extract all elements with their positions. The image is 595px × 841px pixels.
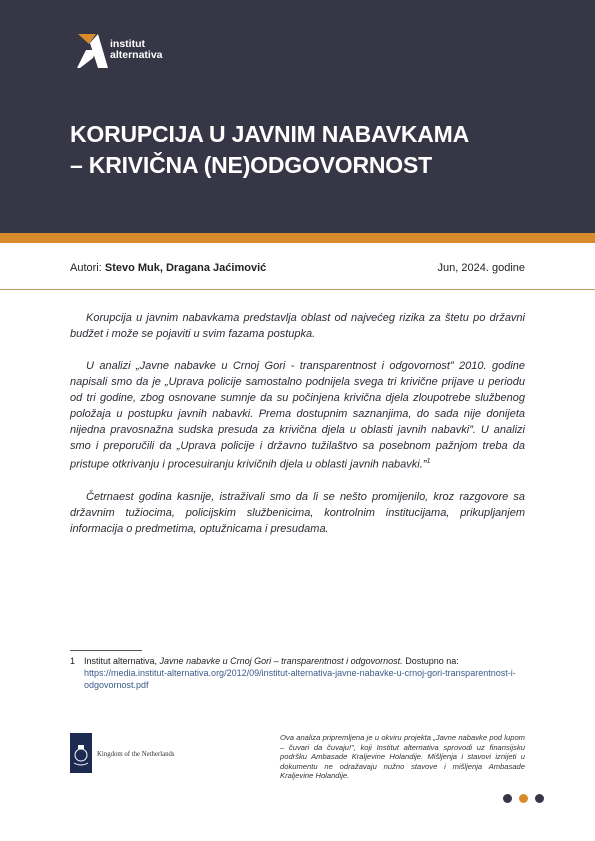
authors-label: Autori: (70, 262, 105, 274)
title-line1: KORUPCIJA U JAVNIM NABAVKAMA (70, 121, 470, 147)
divider (0, 289, 595, 290)
dot-icon (535, 794, 544, 803)
footnote-body (70, 655, 525, 691)
footnote-number: 1 (70, 656, 76, 666)
publication-date: Jun, 2024. godine (437, 262, 525, 274)
footnote-link[interactable]: https://media.institut-alternativa.org/2012/09/institut-alternativa-javne-nabavke-u-crnoj-gori-transparentnost-i-odgovornost.pdf (84, 668, 516, 690)
logo-line1: institut (110, 38, 145, 50)
body-text (70, 310, 525, 553)
paragraph-1: Korupcija u javnim nabavkama predstavlja oblast od najvećeg rizika za štetu po državni budžet i može se pojaviti u svim fazama postupka. (70, 312, 525, 340)
footnote-prefix: Institut alternativa, (84, 656, 160, 666)
institut-alternativa-logo (76, 34, 186, 70)
footnote (70, 655, 525, 691)
page-dots (503, 794, 545, 804)
netherlands-logo (70, 733, 182, 773)
footnote-rule (70, 650, 142, 651)
footnote-suffix: Dostupno na: (402, 656, 459, 666)
dot-icon (519, 794, 528, 803)
footnote-title: Javne nabavke u Crnoj Gori – transparentnost i odgovornost. (159, 656, 403, 666)
document-title (70, 119, 540, 181)
logo-line2: alternativa (110, 49, 163, 61)
funding-disclaimer: Ova analiza pripremljena je u okviru projekta „Javne nabavke pod lupom – čuvari da čuvaju!”, koji Institut alternativa sprovodi uz finansijsku podršku Ambasade Kraljevine Holandije. Mišljenja i stavovi iznijeti u dokumentu ne odražavaju nužno stavove i mišljenja Ambasade Kraljevine Holandije. (280, 733, 525, 781)
paragraph-3: Četrnaest godina kasnije, istraživali smo da li se nešto promijenilo, kroz razgovore sa državnim tužiocima, policijskim službenicima, kontrolnim institucijama, prikupljanjem informacija o predmetima, optužnicama i presudama. (70, 490, 525, 535)
paragraph-2-text: U analizi „Javne nabavke u Crnoj Gori - transparentnost i odgovornost” 2010. godine napisali smo da je „Uprava policije samostalno podnijela svega tri krivične prijave u periodu od tri godine, zbog osnovane sumnje da su počinjena krivična djela zloupotrebe službenog položaja u postupku javnih nabavki. Prema dostupnim saznanjima, do sada nije donijeta nijedna pravosnažna sudska presuda za krivična djela u oblasti javnih nabavki”. U analizi smo i preporučili da „Uprava policije i državno tužilaštvo sa posebnom pažnjom treba da pristupe otkrivanju i procesuiranju krivičnih djela u oblasti javnih nabavki.” (70, 360, 525, 471)
paragraph-2 (70, 358, 525, 473)
accent-bar (0, 233, 595, 243)
coat-of-arms-icon (70, 733, 92, 773)
logo-text (110, 39, 163, 61)
header-banner (0, 0, 595, 233)
dot-icon (503, 794, 512, 803)
netherlands-label: Kingdom of the Netherlands (97, 751, 175, 758)
title-line2: – KRIVIČNA (NE)ODGOVORNOST (70, 152, 432, 178)
authors-names: Stevo Muk, Dragana Jaćimović (104, 262, 267, 274)
footnote-ref[interactable]: 1 (426, 458, 431, 465)
meta-row (70, 261, 525, 275)
logo-mark-icon (76, 34, 108, 68)
